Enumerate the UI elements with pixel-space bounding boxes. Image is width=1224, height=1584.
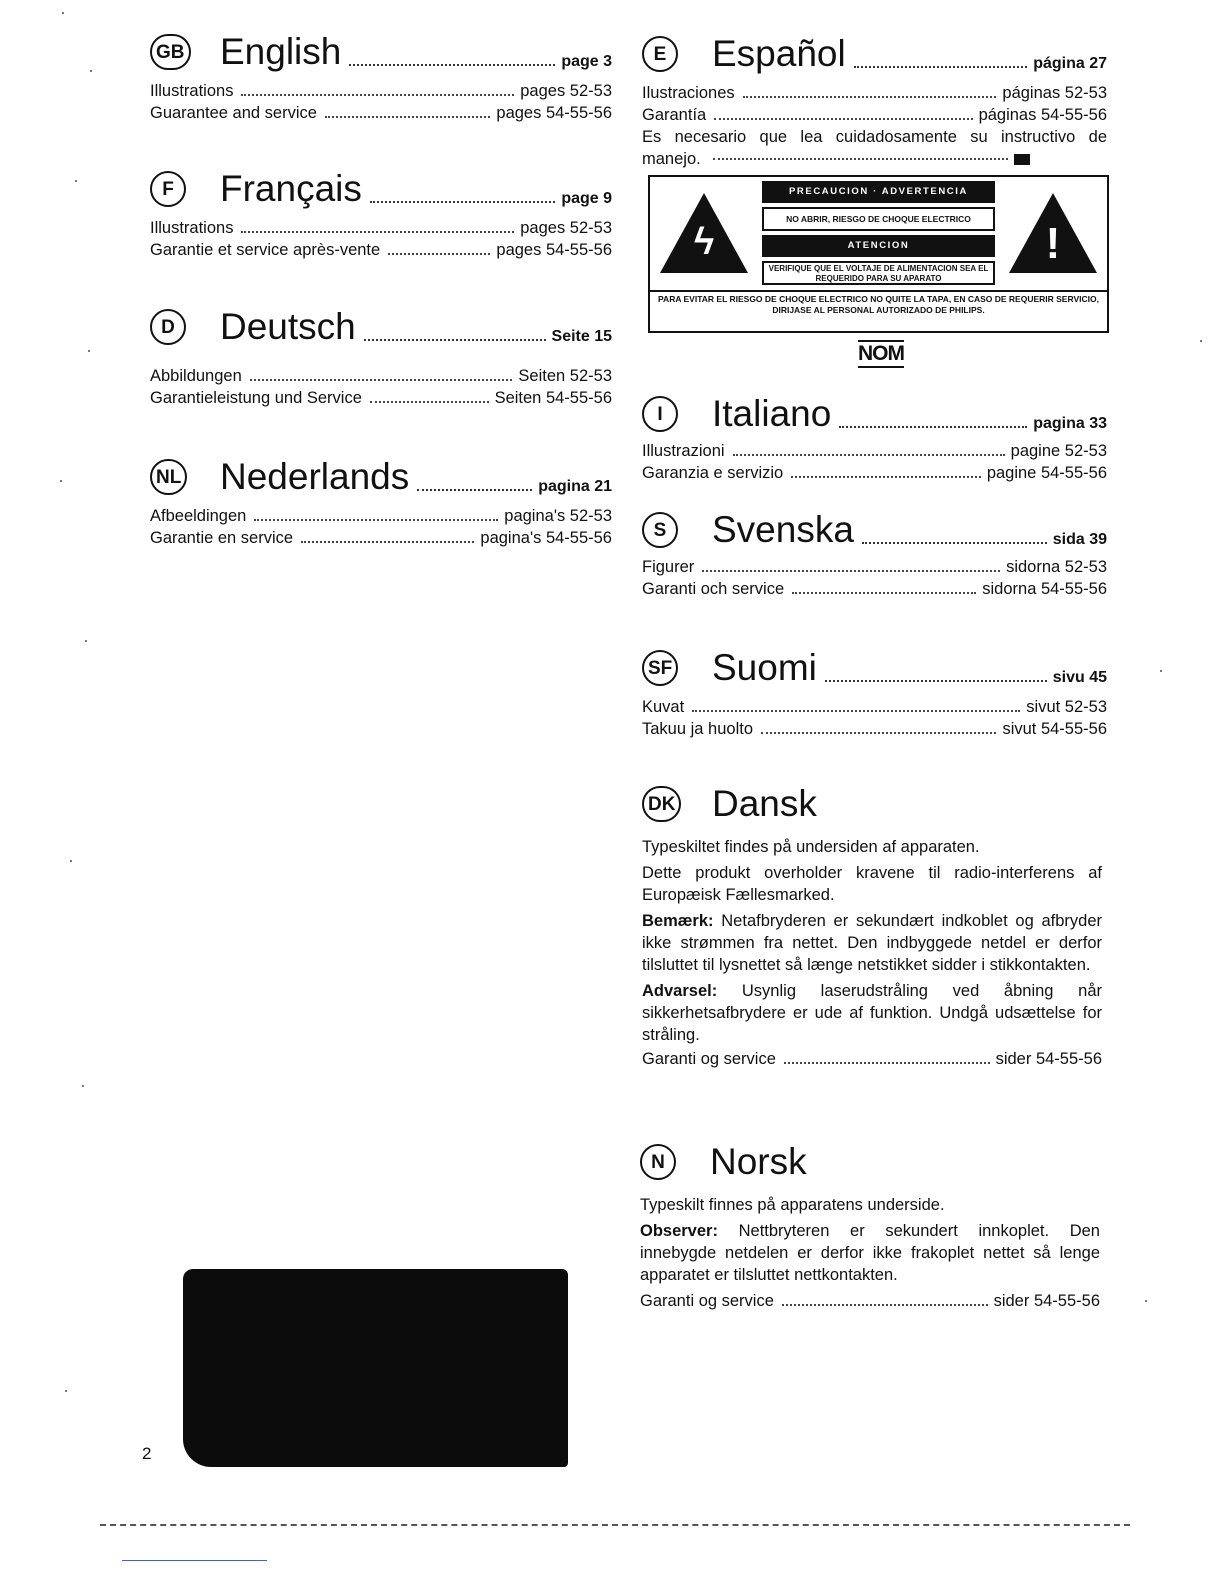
section-svenska	[642, 506, 1107, 600]
toc-entry: Garanti och service sidorna 54-55-56	[642, 580, 1107, 598]
scan-speck	[65, 1390, 67, 1392]
badge-nl: NL	[150, 459, 187, 495]
paragraph: Dette produkt overholder kravene til radio-interferens af Europæisk Fællesmarked.	[642, 864, 1102, 904]
scan-speck	[82, 1085, 84, 1087]
page-ref: Seite 15	[551, 328, 612, 345]
page-ref: pagina 33	[1033, 415, 1107, 432]
badge-e: E	[642, 36, 678, 72]
section-nederlands	[150, 453, 612, 549]
toc-entry: Guarantee and service pages 54-55-56	[150, 104, 612, 122]
scan-speck	[88, 350, 90, 352]
language-title: Dansk	[712, 783, 817, 824]
badge-d: D	[150, 309, 186, 345]
badge-n: N	[640, 1144, 676, 1180]
language-title: Français	[220, 168, 362, 209]
page-ref: sida 39	[1052, 531, 1107, 548]
language-title: English	[220, 31, 342, 72]
badge-f: F	[150, 171, 186, 207]
toc-entry: Kuvat sivut 52-53	[642, 698, 1107, 716]
scan-speck	[62, 12, 64, 14]
toc-entry: Ilustraciones páginas 52-53	[642, 84, 1107, 102]
language-title: Nederlands	[220, 456, 410, 497]
scan-edge-line	[100, 1524, 1130, 1526]
language-title: Svenska	[712, 509, 854, 550]
warning-banner: PRECAUCION · ADVERTENCIA	[762, 181, 995, 203]
toc-entry: Illustrations pages 52-53	[150, 219, 612, 237]
toc-entry: Garantie en service pagina's 54-55-56	[150, 529, 612, 547]
scan-speck	[90, 70, 92, 72]
language-title: Italiano	[712, 393, 832, 434]
page-ref: page 3	[561, 53, 612, 70]
section-deutsch	[150, 303, 612, 409]
badge-gb: GB	[150, 34, 191, 70]
language-title: Deutsch	[220, 306, 356, 347]
scan-edge-line	[122, 1560, 267, 1561]
warning-banner: ATENCION	[762, 235, 995, 257]
scan-speck	[1160, 670, 1162, 672]
toc-entry: Illustrations pages 52-53	[150, 82, 612, 100]
toc-entry: Garantía páginas 54-55-56	[642, 106, 1107, 124]
toc-entry: Takuu ja huolto sivut 54-55-56	[642, 720, 1107, 738]
section-espanol	[642, 30, 1107, 170]
page-ref: page 9	[561, 190, 612, 207]
section-norsk	[640, 1138, 1100, 1312]
section-suomi	[642, 644, 1107, 740]
paragraph: Advarsel: Usynlig laserudstråling ved åbning når sikkerhetsafbrydere er ude af funktion. Undgå udsættelse for stråling.	[642, 982, 1102, 1044]
section-english	[150, 28, 612, 124]
section-italiano	[642, 390, 1107, 484]
instruction-note: Es necesario que lea cuidadosamente su instructivo de manejo.	[642, 128, 1107, 168]
toc-entry: Garanzia e servizio pagine 54-55-56	[642, 464, 1107, 482]
scan-speck	[1200, 340, 1202, 342]
paragraph: Typeskilt finnes på apparatens underside.	[640, 1196, 945, 1214]
toc-entry: Garanti og service sider 54-55-56	[642, 1050, 1102, 1068]
toc-entry: Garantieleistung und Service Seiten 54-55-56	[150, 389, 612, 407]
language-title: Norsk	[710, 1141, 807, 1182]
toc-entry: Figurer sidorna 52-53	[642, 558, 1107, 576]
paragraph: Bemærk: Netafbryderen er sekundært indkoblet og afbryder ikke strømmen fra nettet. Den indbyggede netdel er derfor tilsluttet til lysnettet så længe netstikket sidder i stikkontakten.	[642, 912, 1102, 974]
page-number: 2	[142, 1444, 152, 1463]
scan-speck	[60, 480, 62, 482]
paragraph: Typeskiltet findes på undersiden af apparaten.	[642, 838, 980, 856]
warning-footer: PARA EVITAR EL RIESGO DE CHOQUE ELECTRICO NO QUITE LA TAPA, EN CASO DE REQUERIR SERVICIO, DIRIJASE AL PERSONAL AUTORIZADO DE PHILIPS.	[658, 294, 1099, 315]
section-dansk	[642, 780, 1102, 1070]
scan-speck	[1145, 1300, 1147, 1302]
scan-speck	[70, 860, 72, 862]
scan-speck	[75, 180, 77, 182]
badge-s: S	[642, 512, 678, 548]
warning-label: ϟ PRECAUCION · ADVERTENCIA NO ABRIR, RIESGO DE CHOQUE ELECTRICO ATENCION VERIFIQUE QUE EL VOLTAJE DE ALIMENTACION SEA EL REQUERIDO PARA SU APARATO ! PARA EVITAR EL RIESGO DE CHOQUE ELECTRICO NO QUITE LA TAPA, EN CASO DE REQUERIR SERVICIO, DIRIJASE AL PERSONAL AUTORIZADO DE PHILIPS.	[648, 175, 1109, 333]
badge-sf: SF	[642, 650, 678, 686]
page-ref: sivu 45	[1052, 669, 1107, 686]
language-title: Español	[712, 33, 846, 74]
toc-entry: Garanti og service sider 54-55-56	[640, 1292, 1100, 1310]
toc-entry: Garantie et service après-vente pages 54-55-56	[150, 241, 612, 259]
warning-line: NO ABRIR, RIESGO DE CHOQUE ELECTRICO	[762, 207, 995, 231]
toc-entry: Abbildungen Seiten 52-53	[150, 367, 612, 385]
page-ref: pagina 21	[538, 478, 612, 495]
badge-dk: DK	[642, 786, 681, 822]
paragraph: Observer: Nettbryteren er sekundert innkoplet. Den innebygde netdelen er derfor ikke frakoplet nettet så lenge apparatet er tilsluttet nettkontakten.	[640, 1222, 1100, 1284]
section-francais	[150, 165, 612, 261]
toc-entry: Afbeeldingen pagina's 52-53	[150, 507, 612, 525]
page-ref: página 27	[1033, 55, 1107, 72]
warning-line: VERIFIQUE QUE EL VOLTAJE DE ALIMENTACION SEA EL REQUERIDO PARA SU APARATO	[762, 261, 995, 285]
scan-speck	[85, 640, 87, 642]
nom-logo: NOM	[858, 340, 904, 368]
badge-i: I	[642, 396, 678, 432]
toc-entry: Illustrazioni pagine 52-53	[642, 442, 1107, 460]
language-title: Suomi	[712, 647, 817, 688]
manual-icon	[1014, 154, 1030, 165]
black-photo-area	[183, 1269, 568, 1467]
